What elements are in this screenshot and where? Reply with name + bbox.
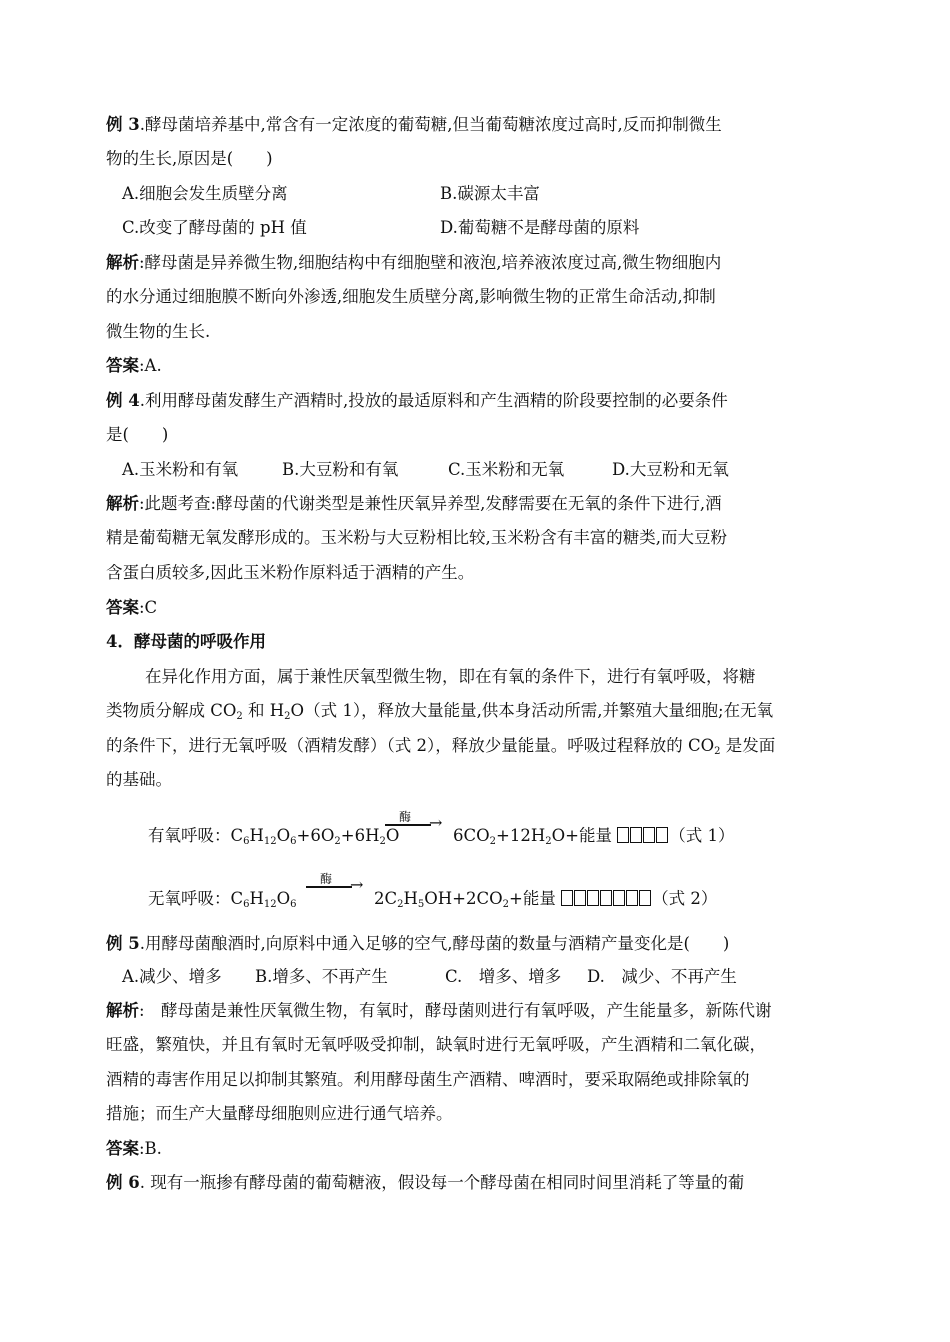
ex5-analysis-line2: 旺盛，繁殖快，并且有氧时无氧呼吸受抑制，缺氧时进行无氧呼吸，产生酒精和二氧化碳，: [106, 1035, 766, 1054]
ex5-option-b: B.增多、不再产生: [255, 967, 388, 986]
ex3-option-b: B.碳源太丰富: [440, 184, 540, 203]
ex5-option-d: D. 减少、不再产生: [587, 967, 737, 986]
ex4-answer-label: 答案: [106, 598, 139, 617]
ex3-answer-label: 答案: [106, 356, 139, 375]
equation-anaerobic: [148, 888, 297, 910]
eq1-left: $C_6H_{12}O_6+6O_2+6H_2O$: [230, 826, 400, 847]
eq2-arrow-head-icon: →: [350, 875, 364, 894]
ex5-analysis-line3: 酒精的毒害作用足以抑制其繁殖。利用酵母菌生产酒精、啤酒时，要采取隔绝或排除氧的: [106, 1070, 750, 1089]
eq1-label: 有氧呼吸：: [148, 826, 231, 845]
eq2-left: $C_6H_{12}O_6$: [230, 889, 297, 910]
ex5-options: [122, 966, 737, 988]
ex3-answer: 答案:A.: [106, 356, 162, 375]
ex3-question-line1: 例 3.酵母菌培养基中,常含有一定浓度的葡萄糖,但当葡萄糖浓度过高时,反而抑制微生: [106, 115, 722, 134]
ex3-question-line2: 物的生长,原因是( ): [106, 149, 273, 168]
ex4-option-a: A.玉米粉和有氧: [122, 460, 239, 479]
eq2-tag: （式 2）: [652, 889, 718, 908]
ex4-label: 例 4: [106, 391, 140, 410]
eq2-placeholder-boxes: [561, 888, 652, 910]
eq2-right-side: [374, 888, 717, 910]
ex4-analysis-line3: 含蛋白质较多,因此玉米粉作原料适于酒精的产生。: [106, 563, 475, 582]
ex6-label: 例 6: [106, 1173, 140, 1192]
eq1-right-side: [453, 825, 734, 847]
ex6-question-line1: 例 6. 现有一瓶掺有酵母菌的葡萄糖液，假设每一个酵母菌在相同时间里消耗了等量的葡: [106, 1173, 745, 1192]
section4-paragraph-line2: 类物质分解成 $CO_2$ 和 $H_2O$（式 1），释放大量能量,供本身活动所需,并繁殖大量细胞;在无氧: [106, 701, 774, 722]
ex4-analysis-line1: 解析:此题考查:酵母菌的代谢类型是兼性厌氧异养型,发酵需要在无氧的条件下进行,酒: [106, 494, 722, 513]
eq1-arrow-head-icon: →: [429, 813, 443, 832]
eq1-placeholder-boxes: [617, 825, 669, 847]
ex5-answer-label: 答案: [106, 1139, 139, 1158]
eq1-arrow: [385, 808, 445, 842]
section4-heading: 4．酵母菌的呼吸作用: [106, 632, 266, 651]
ex4-option-b: B.大豆粉和有氧: [282, 460, 399, 479]
eq1-right: $6CO_2+12H_2O+$能量: [453, 826, 612, 847]
ex5-analysis-label: 解析: [106, 1001, 139, 1020]
ex3-label: 例 3: [106, 115, 140, 134]
ex4-analysis-label: 解析: [106, 494, 139, 513]
eq2-enzyme: 酶: [320, 872, 333, 886]
ex5-question-line1: 例 5.用酵母菌酿酒时,向原料中通入足够的空气,酵母菌的数量与酒精产量变化是( ): [106, 934, 730, 953]
ex4-question-line2: 是( ): [106, 425, 169, 444]
eq2-arrow: [306, 870, 366, 904]
eq1-tag: （式 1）: [669, 826, 735, 845]
ex5-analysis-line1: 解析: 酵母菌是兼性厌氧微生物，有氧时，酵母菌则进行有氧呼吸，产生能量多，新陈代谢: [106, 1001, 772, 1020]
ex3-analysis-line1: 解析:酵母菌是异养微生物,细胞结构中有细胞壁和液泡,培养液浓度过高,微生物细胞内: [106, 253, 722, 272]
section4-paragraph-line1: 在异化作用方面，属于兼性厌氧型微生物，即在有氧的条件下，进行有氧呼吸，将糖: [145, 667, 756, 686]
eq1-arrow-shaft: [385, 824, 431, 826]
ex5-option-c: C. 增多、增多: [445, 967, 562, 986]
equation-aerobic: [148, 825, 399, 847]
ex3-option-d: D.葡萄糖不是酵母菌的原料: [440, 218, 640, 237]
ex5-answer: 答案:B.: [106, 1139, 162, 1158]
ex4-question-line1: 例 4.利用酵母菌发酵生产酒精时,投放的最适原料和产生酒精的阶段要控制的必要条件: [106, 391, 728, 410]
ex3-option-c: C.改变了酵母菌的 pH 值: [122, 218, 307, 237]
ex3-option-a: A.细胞会发生质壁分离: [122, 184, 288, 203]
eq1-enzyme: 酶: [399, 810, 412, 824]
ex4-option-c: C.玉米粉和无氧: [448, 460, 565, 479]
ex3-analysis-line2: 的水分通过细胞膜不断向外渗透,细胞发生质壁分离,影响微生物的正常生命活动,抑制: [106, 287, 716, 306]
ex4-options: [122, 459, 729, 481]
section4-paragraph-line4: 的基础。: [106, 770, 172, 789]
ex4-answer: 答案:C: [106, 598, 158, 617]
section4-paragraph-line3: 的条件下，进行无氧呼吸（酒精发酵）（式 2），释放少量能量。呼吸过程释放的 $CO_2$ 是发面: [106, 736, 776, 757]
ex4-option-d: D.大豆粉和无氧: [612, 460, 729, 479]
ex4-analysis-line2: 精是葡萄糖无氧发酵形成的。玉米粉与大豆粉相比较,玉米粉含有丰富的糖类,而大豆粉: [106, 528, 727, 547]
ex3-analysis-line3: 微生物的生长.: [106, 322, 211, 341]
ex5-label: 例 5: [106, 934, 140, 953]
eq2-label: 无氧呼吸：: [148, 889, 231, 908]
ex5-option-a: A.减少、增多: [122, 967, 222, 986]
ex5-analysis-line4: 措施；而生产大量酵母细胞则应进行通气培养。: [106, 1104, 453, 1123]
ex3-analysis-label: 解析: [106, 253, 139, 272]
eq2-right: $2C_2H_5OH+2CO_2+$能量: [374, 889, 556, 910]
eq2-arrow-shaft: [306, 886, 352, 888]
